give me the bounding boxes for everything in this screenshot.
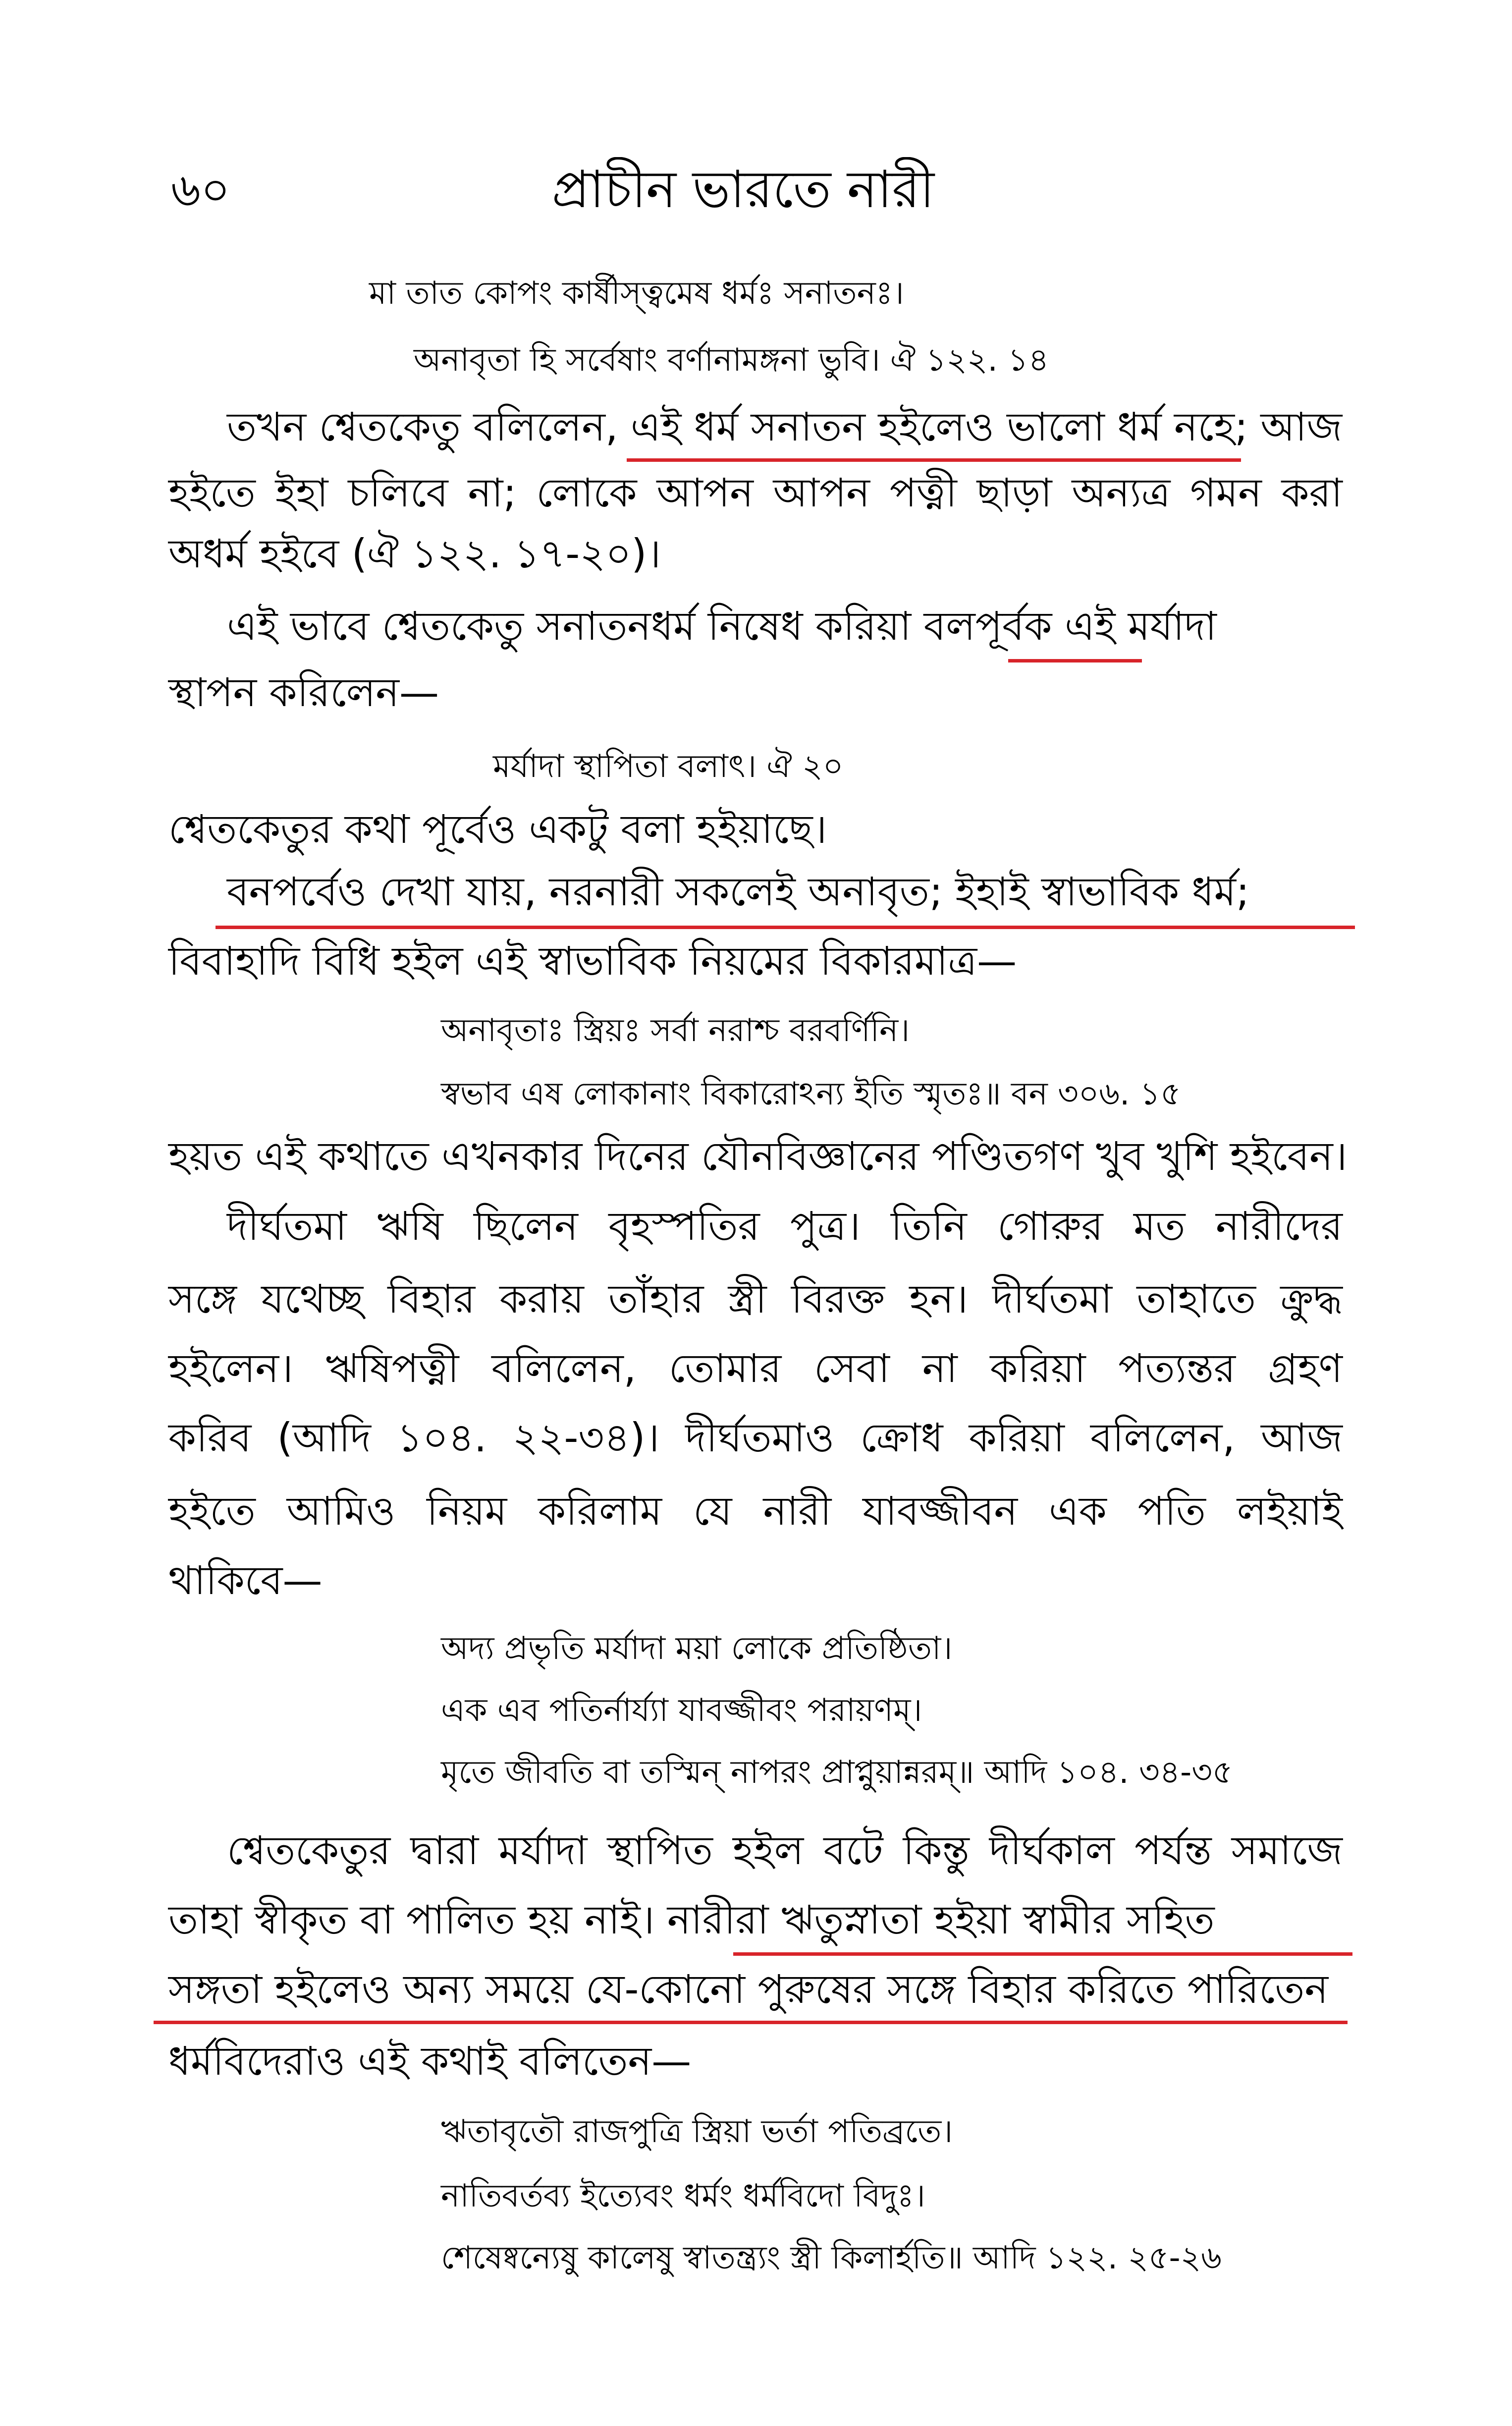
word: (আদি [277,1415,371,1461]
verse-line: ঋতাবৃতৌ রাজপুত্রি স্ত্রিয়া ভর্তা পতিব্রতে। [441,2113,953,2150]
text-line [227,404,1343,450]
word: দীর্ঘতমাও [685,1415,835,1461]
word: পতি [1137,1488,1206,1534]
word: দ্বারা [410,1827,479,1874]
word: তোমার [668,1345,782,1391]
word: পুত্র। [790,1203,861,1249]
text-line [168,470,1343,516]
word: যাবজ্জীবন [863,1488,1018,1534]
word: ক্রোধ [860,1415,943,1461]
page-title: প্রাচীন ভারতে নারী [551,159,935,220]
word: ঋষিপত্নী [325,1345,459,1391]
word: তাঁহার [608,1276,704,1322]
word: হন। [909,1276,968,1322]
word: হইলেন। [168,1345,293,1391]
word: তিনি [891,1203,967,1249]
word: গোরুর [997,1203,1103,1249]
verse-line: মর্যাদা স্থাপিতা বলাৎ। ঐ ২০ [493,748,844,785]
word: করায় [499,1276,584,1322]
word: বিরক্ত [791,1276,885,1322]
word: গমন [1190,470,1262,516]
word: নারীদের [1215,1203,1343,1249]
verse-line: মা তাত কোপং কার্ষীস্ত্বমেষ ধর্মঃ সনাতনঃ। [369,275,904,312]
text-segment: তখন শ্বেতকেতু বলিলেন, [227,404,618,450]
word: বটে [823,1827,883,1874]
text-segment: ; আজ [1234,404,1343,450]
word: বিহার [387,1276,476,1322]
word: তাহাতে [1136,1276,1256,1322]
verse-line: মৃতে জীবতি বা তস্মিন্ নাপরং প্রাপ্নুয়ান্নরম্॥ আদি ১০৪. ৩৪-৩৫ [441,1754,1233,1791]
text-line: বিবাহাদি বিধি হইল এই স্বাভাবিক নিয়মের বিকারমাত্র— [168,938,1017,984]
word: বলিলেন, [491,1345,637,1391]
word: পর্যন্ত [1134,1827,1212,1874]
underlined-phrase: বলপূর্বক [923,603,1052,649]
word: লইয়াই [1237,1488,1343,1534]
text-line [168,1488,1343,1534]
verse-line: স্বভাব এষ লোকানাং বিকারোঽন্য ইতি স্মৃতঃ॥ বন ৩০৬. ১৫ [441,1076,1181,1112]
word: কিন্তু [903,1827,970,1874]
word: ইহা [275,470,328,516]
word: ছিলেন [474,1203,578,1249]
text-segment: এই মর্যাদা [1064,603,1217,649]
red-underline [216,926,1355,929]
text-line [168,1276,1343,1322]
word: করিয়া [990,1345,1086,1391]
text-segment: তাহা স্বীকৃত বা পালিত হয় নাই। [168,1897,655,1943]
word: ২২-৩৪)। [512,1415,660,1461]
word: স্থাপিত [607,1827,713,1874]
word: স্ত্রী [728,1276,767,1322]
word: বৃহস্পতির [608,1203,760,1249]
red-underline [627,458,1241,462]
word: ক্রুদ্ধ [1280,1276,1343,1322]
word: যথেচ্ছ [261,1276,364,1322]
text-line: স্থাপন করিলেন— [168,669,439,716]
word: মত [1134,1203,1186,1249]
verse-line: অদ্য প্রভৃতি মর্যাদা ময়া লোকে প্রতিষ্ঠিতা। [441,1630,953,1667]
word: হইতে [168,470,256,516]
word: করিলাম [538,1488,662,1534]
text-line [227,1203,1343,1249]
word: না [922,1345,958,1391]
verse-line: অনাবৃতাঃ স্ত্রিয়ঃ সর্বা নরাশ্চ বরবর্ণিনি। [441,1012,910,1049]
word: ঋষি [377,1203,443,1249]
underlined-phrase: নারীরা ঋতুস্নাতা হইয়া স্বামীর সহিত [667,1897,1215,1943]
word: পত্যন্তর [1118,1345,1236,1391]
word: সমাজে [1231,1827,1343,1874]
word: মর্যাদা [498,1827,588,1874]
text-line: থাকিবে— [168,1557,323,1603]
text-line [227,1827,1343,1874]
word: লোকে [536,470,637,516]
text-line [168,1415,1343,1461]
word: ছাড়া [976,470,1052,516]
word: বলিলেন, [1090,1415,1235,1461]
word: দীর্ঘতমা [227,1203,347,1249]
word: করা [1281,470,1343,516]
verse-line: শেষেষ্বন্যেষু কালেষু স্বাতন্ত্র্যং স্ত্রী কিলার্হতি॥ আদি ১২২. ২৫-২৬ [441,2240,1222,2276]
word: হইল [733,1827,804,1874]
word: যে [693,1488,732,1534]
word: আপন [656,470,754,516]
underlined-line: সঙ্গতা হইলেও অন্য সময়ে যে-কোনো পুরুষের সঙ্গে বিহার করিতে পারিতেন [168,1966,1329,2012]
word: করিব [168,1415,252,1461]
red-underline [1008,659,1142,662]
verse-line: অনাবৃতা হি সর্বেষাং বর্ণানামঙ্গনা ভুবি। ঐ ১২২. ১৪ [414,342,1049,379]
word: এক [1048,1488,1107,1534]
word: সেবা [813,1345,890,1391]
word: অন্যত্র [1072,470,1171,516]
word: চলিবে [348,470,448,516]
text-line: ধর্মবিদেরাও এই কথাই বলিতেন— [168,2038,692,2084]
word: দীর্ঘতমা [992,1276,1113,1322]
verse-line: নাতিবর্তব্য ইত্যেবং ধর্মং ধর্মবিদো বিদুঃ। [441,2178,925,2214]
word: আমিও [286,1488,396,1534]
text-segment: এই ভাবে শ্বেতকেতু সনাতনধর্ম নিষেধ করিয়া [227,603,912,649]
text-line [227,603,1217,649]
word: করিয়া [969,1415,1065,1461]
underlined-phrase: এই ধর্ম সনাতন হইলেও ভালো ধর্ম নহে [630,404,1235,450]
word: না; [468,470,517,516]
word: পত্নী [889,470,957,516]
red-underline [154,2021,1348,2024]
text-line: হয়ত এই কথাতে এখনকার দিনের যৌনবিজ্ঞানের পণ্ডিতগণ খুব খুশি হইবেন। [168,1133,1348,1179]
text-line: শ্বেতকেতুর কথা পূর্বেও একটু বলা হইয়াছে। [168,806,827,852]
text-line [168,1345,1343,1391]
verse-line: এক এব পতির্নার্য্যা যাবজ্জীবং পরায়ণম্। [441,1692,922,1729]
word: আজ [1261,1415,1343,1461]
word: গ্রহণ [1268,1345,1343,1391]
word: সঙ্গে [168,1276,237,1322]
word: ১০৪. [397,1415,487,1461]
word: দীর্ঘকাল [989,1827,1115,1874]
red-underline [733,1952,1352,1956]
word: হইতে [168,1488,256,1534]
text-line [168,1897,1215,1943]
word: আপন [773,470,870,516]
word: শ্বেতকেতুর [227,1827,391,1874]
underlined-line: বনপর্বেও দেখা যায়, নরনারী সকলেই অনাবৃত; ইহাই স্বাভাবিক ধর্ম; [227,869,1249,915]
text-line: অধর্ম হইবে (ঐ ১২২. ১৭-২০)। [168,531,661,577]
word: নারী [763,1488,832,1534]
page-number: ৬০ [171,164,230,217]
word: নিয়ম [427,1488,507,1534]
